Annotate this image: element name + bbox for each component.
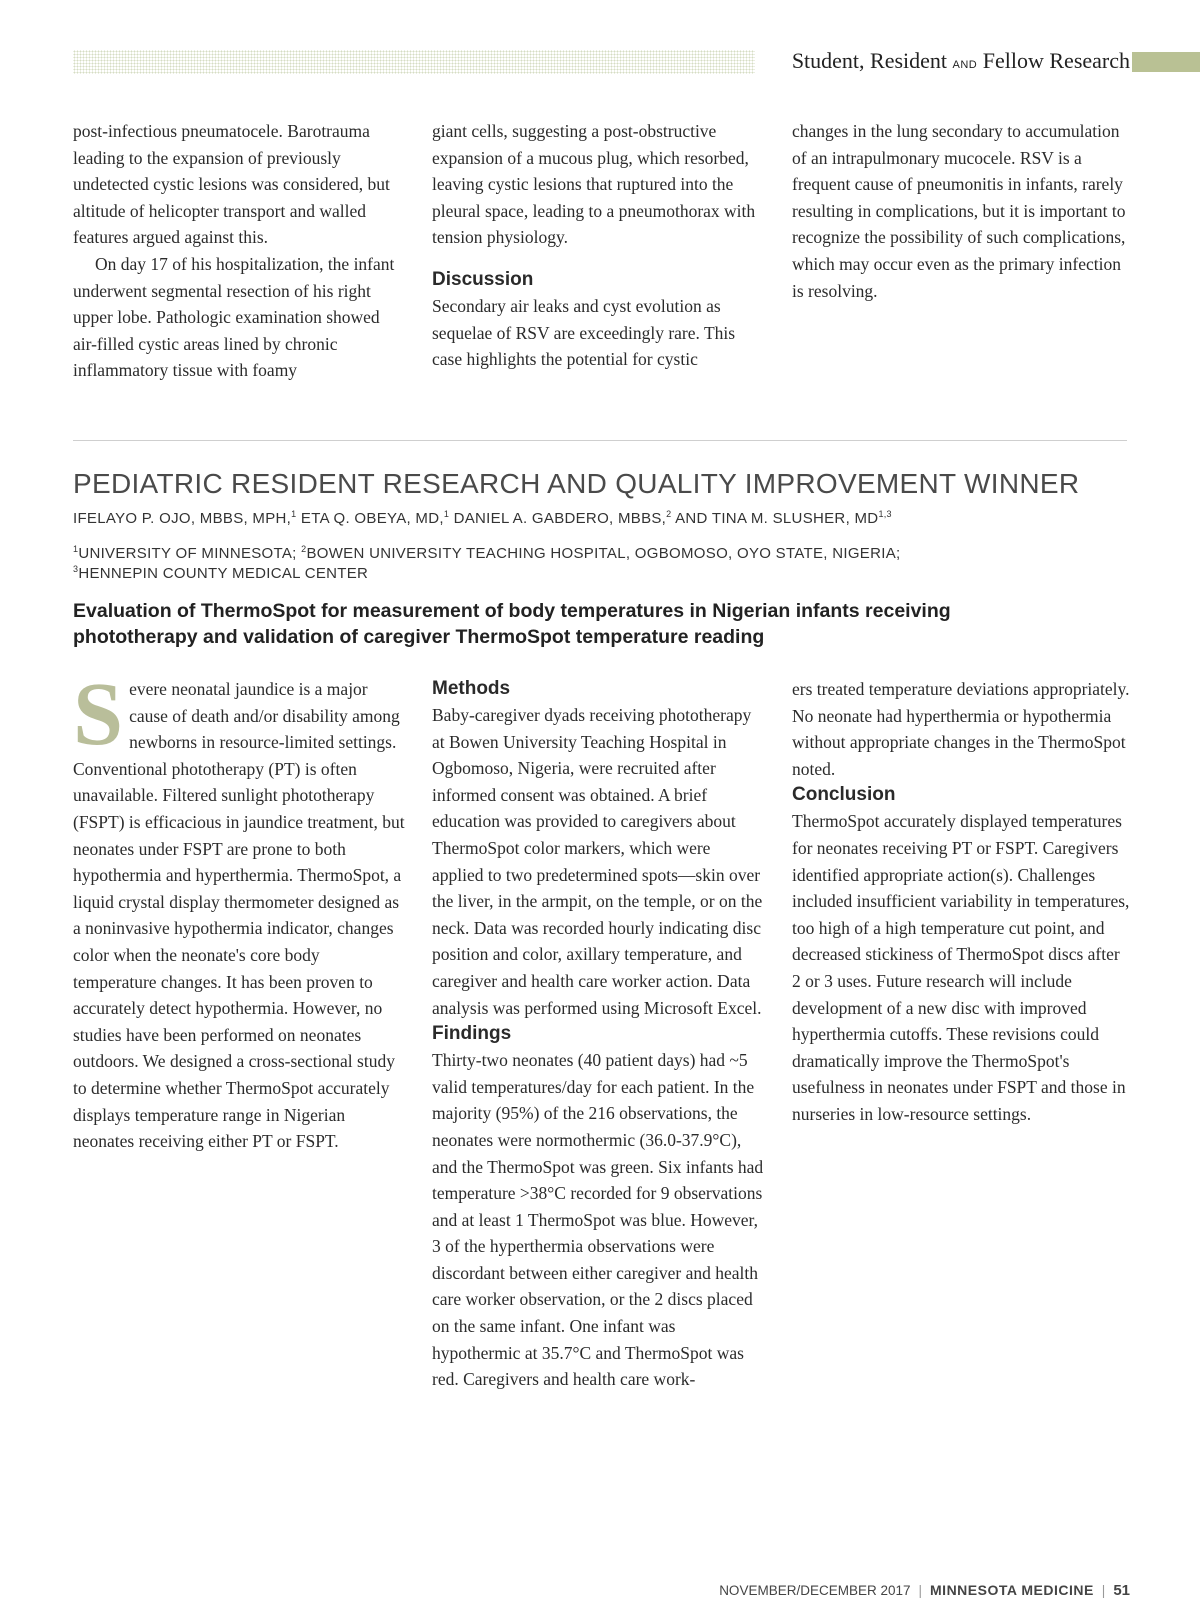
findings-heading: Findings: [432, 1023, 512, 1045]
prev-article-column-2: [432, 118, 766, 373]
section-title-part2: Fellow Research: [982, 48, 1130, 73]
affiliation-superscript: 1: [73, 544, 79, 554]
article-category-heading: PEDIATRIC RESIDENT RESEARCH AND QUALITY IMPROVEMENT WINNER: [73, 468, 1080, 499]
methods-heading: Methods: [432, 678, 511, 699]
intro-paragraph: [73, 665, 407, 1155]
intro-text: evere neonatal jaundice is a major cause of death and/or disability among newborns in resource-limited settings. Conventional phototherapy (PT) is often unavailable. Filtered sunlight phototherapy (FSPT) is efficacious in jaundice treatment, but neonates under FSPT are prone to both hypothermia and hyperthermia. ThermoSpot, a liquid crystal display thermometer designed as a noninvasive hypothermia indicator, changes color when the neonate's core body temperature changes. It has been proven to accurately detect hypothermia. However, no studies have been performed on neonates outdoors. We designed a cross-sectional study to determine whether ThermoSpot accurately displays temperature range in Nigerian neonates receiving either PT or FSPT.: [73, 679, 405, 1152]
prev-article-column-1: [73, 118, 407, 384]
affiliation: BOWEN UNIVERSITY TEACHING HOSPITAL, OGBOMOSO, OYO STATE, NIGERIA;: [306, 545, 901, 562]
prev-paragraph-1: post-infectious pneumatocele. Barotrauma leading to the expansion of previously undetected cystic lesions was considered, but altitude of helicopter transport and walled features argued against this.: [73, 121, 390, 248]
affiliation: UNIVERSITY OF MINNESOTA;: [78, 545, 297, 562]
discussion-heading: Discussion: [432, 268, 534, 290]
section-divider: [73, 440, 1127, 441]
author-name: ETA Q. OBEYA, MD,: [300, 510, 444, 527]
findings-continued: ers treated temperature deviations appropriately. No neonate had hyperthermia or hypothermia without appropriate changes in the ThermoSpot noted.: [792, 679, 1130, 779]
magazine-name: MINNESOTA MEDICINE: [930, 1582, 1094, 1598]
methods-text: Baby-caregiver dyads receiving phototherapy at Bowen University Teaching Hospital in Ogbomoso, Nigeria, were recruited after informed consent was obtained. A brief education was provided to caregivers about ThermoSpot color markers, which were applied to two predetermined spots—skin over the liver, in the armpit, on the temple, or on the neck. Data was recorded hourly indicating disc position and color, axillary temperature, and caregiver and health care worker action. Data analysis was performed using Microsoft Excel.: [432, 705, 763, 1018]
drop-cap: S: [73, 665, 124, 764]
discussion-text: Secondary air leaks and cyst evolution as sequelae of RSV are exceedingly rare. This case highlights the potential for cystic: [432, 295, 736, 370]
section-title-and: AND: [952, 59, 978, 71]
header-dot-pattern: [73, 50, 755, 74]
author-name: IFELAYO P. OJO, MBBS, MPH,: [73, 510, 292, 527]
author-name: AND TINA M. SLUSHER, MD: [675, 510, 879, 527]
paper-title: Evaluation of ThermoSpot for measurement of body temperatures in Nigerian infants receiving phototherapy and validation of caregiver ThermoSpot temperature reading: [73, 600, 951, 648]
author-superscript: 1: [443, 509, 450, 519]
prev-paragraph-4: changes in the lung secondary to accumulation of an intrapulmonary mucocele. RSV is a frequent cause of pneumonitis in infants, rarely resulting in complications, but it is important to recognize the possibility of such complications, which may occur even as the primary infection is resolving.: [792, 121, 1126, 301]
section-title: [770, 48, 1130, 74]
article-column-3: [792, 676, 1130, 1128]
conclusion-heading: Conclusion: [792, 784, 896, 806]
author-list: [73, 510, 1127, 527]
affiliation-superscript: 3: [73, 564, 79, 574]
page-footer: [719, 1582, 1130, 1599]
prev-article-column-3: [792, 118, 1130, 304]
affiliation: HENNEPIN COUNTY MEDICAL CENTER: [78, 565, 369, 582]
author-name: DANIEL A. GABDERO, MBBS,: [453, 510, 667, 527]
findings-text: Thirty-two neonates (40 patient days) had ~5 valid temperatures/day for each patient. In the majority (95%) of the 216 observations, the neonates were normothermic (36.0-37.9°C), and the ThermoSpot was green. Six infants had temperature >38°C recorded for 9 observations and at least 1 ThermoSpot was blue. However, 3 of the hyperthermia observations were discordant between either caregiver and health care worker observation, or the 2 discs placed on the same infant. One infant was hypothermic at 35.7°C and ThermoSpot was red. Caregivers and health care work-: [432, 1050, 764, 1390]
author-superscript: 1: [291, 509, 297, 519]
prev-paragraph-3: giant cells, suggesting a post-obstructive expansion of a mucous plug, which resorbed, leaving cystic lesions that ruptured into the pleural space, leading to a pneumothorax with tension physiology.: [432, 121, 756, 248]
affiliation-superscript: 2: [301, 544, 307, 554]
issue-date: NOVEMBER/DECEMBER 2017: [719, 1583, 911, 1598]
author-superscript: 2: [666, 509, 672, 519]
author-superscript: 1,3: [878, 509, 892, 519]
article-column-2: [432, 676, 766, 1393]
footer-separator: |: [918, 1583, 923, 1598]
prev-paragraph-2: On day 17 of his hospitalization, the infant underwent segmental resection of his right upper lobe. Pathologic examination showed air-filled cystic areas lined by chronic inflammatory tissue with foamy: [73, 253, 395, 381]
header-color-tab: [1132, 52, 1200, 72]
footer-separator: |: [1101, 1583, 1106, 1598]
page-number: 51: [1113, 1582, 1130, 1599]
affiliations: [73, 544, 1127, 584]
article-column-1: [73, 665, 407, 1155]
conclusion-text: ThermoSpot accurately displayed temperatures for neonates receiving PT or FSPT. Caregivers identified appropriate action(s). Challenges included insufficient variability in temperatures, too high of a high temperature cut point, and decreased stickiness of ThermoSpot discs after 2 or 3 uses. Future research will include development of a new disc with improved hyperthermia cutoffs. These revisions could dramatically improve the ThermoSpot's usefulness in neonates under FSPT and those in nurseries in low-resource settings.: [792, 811, 1130, 1124]
section-title-part1: Student, Resident: [791, 48, 948, 73]
